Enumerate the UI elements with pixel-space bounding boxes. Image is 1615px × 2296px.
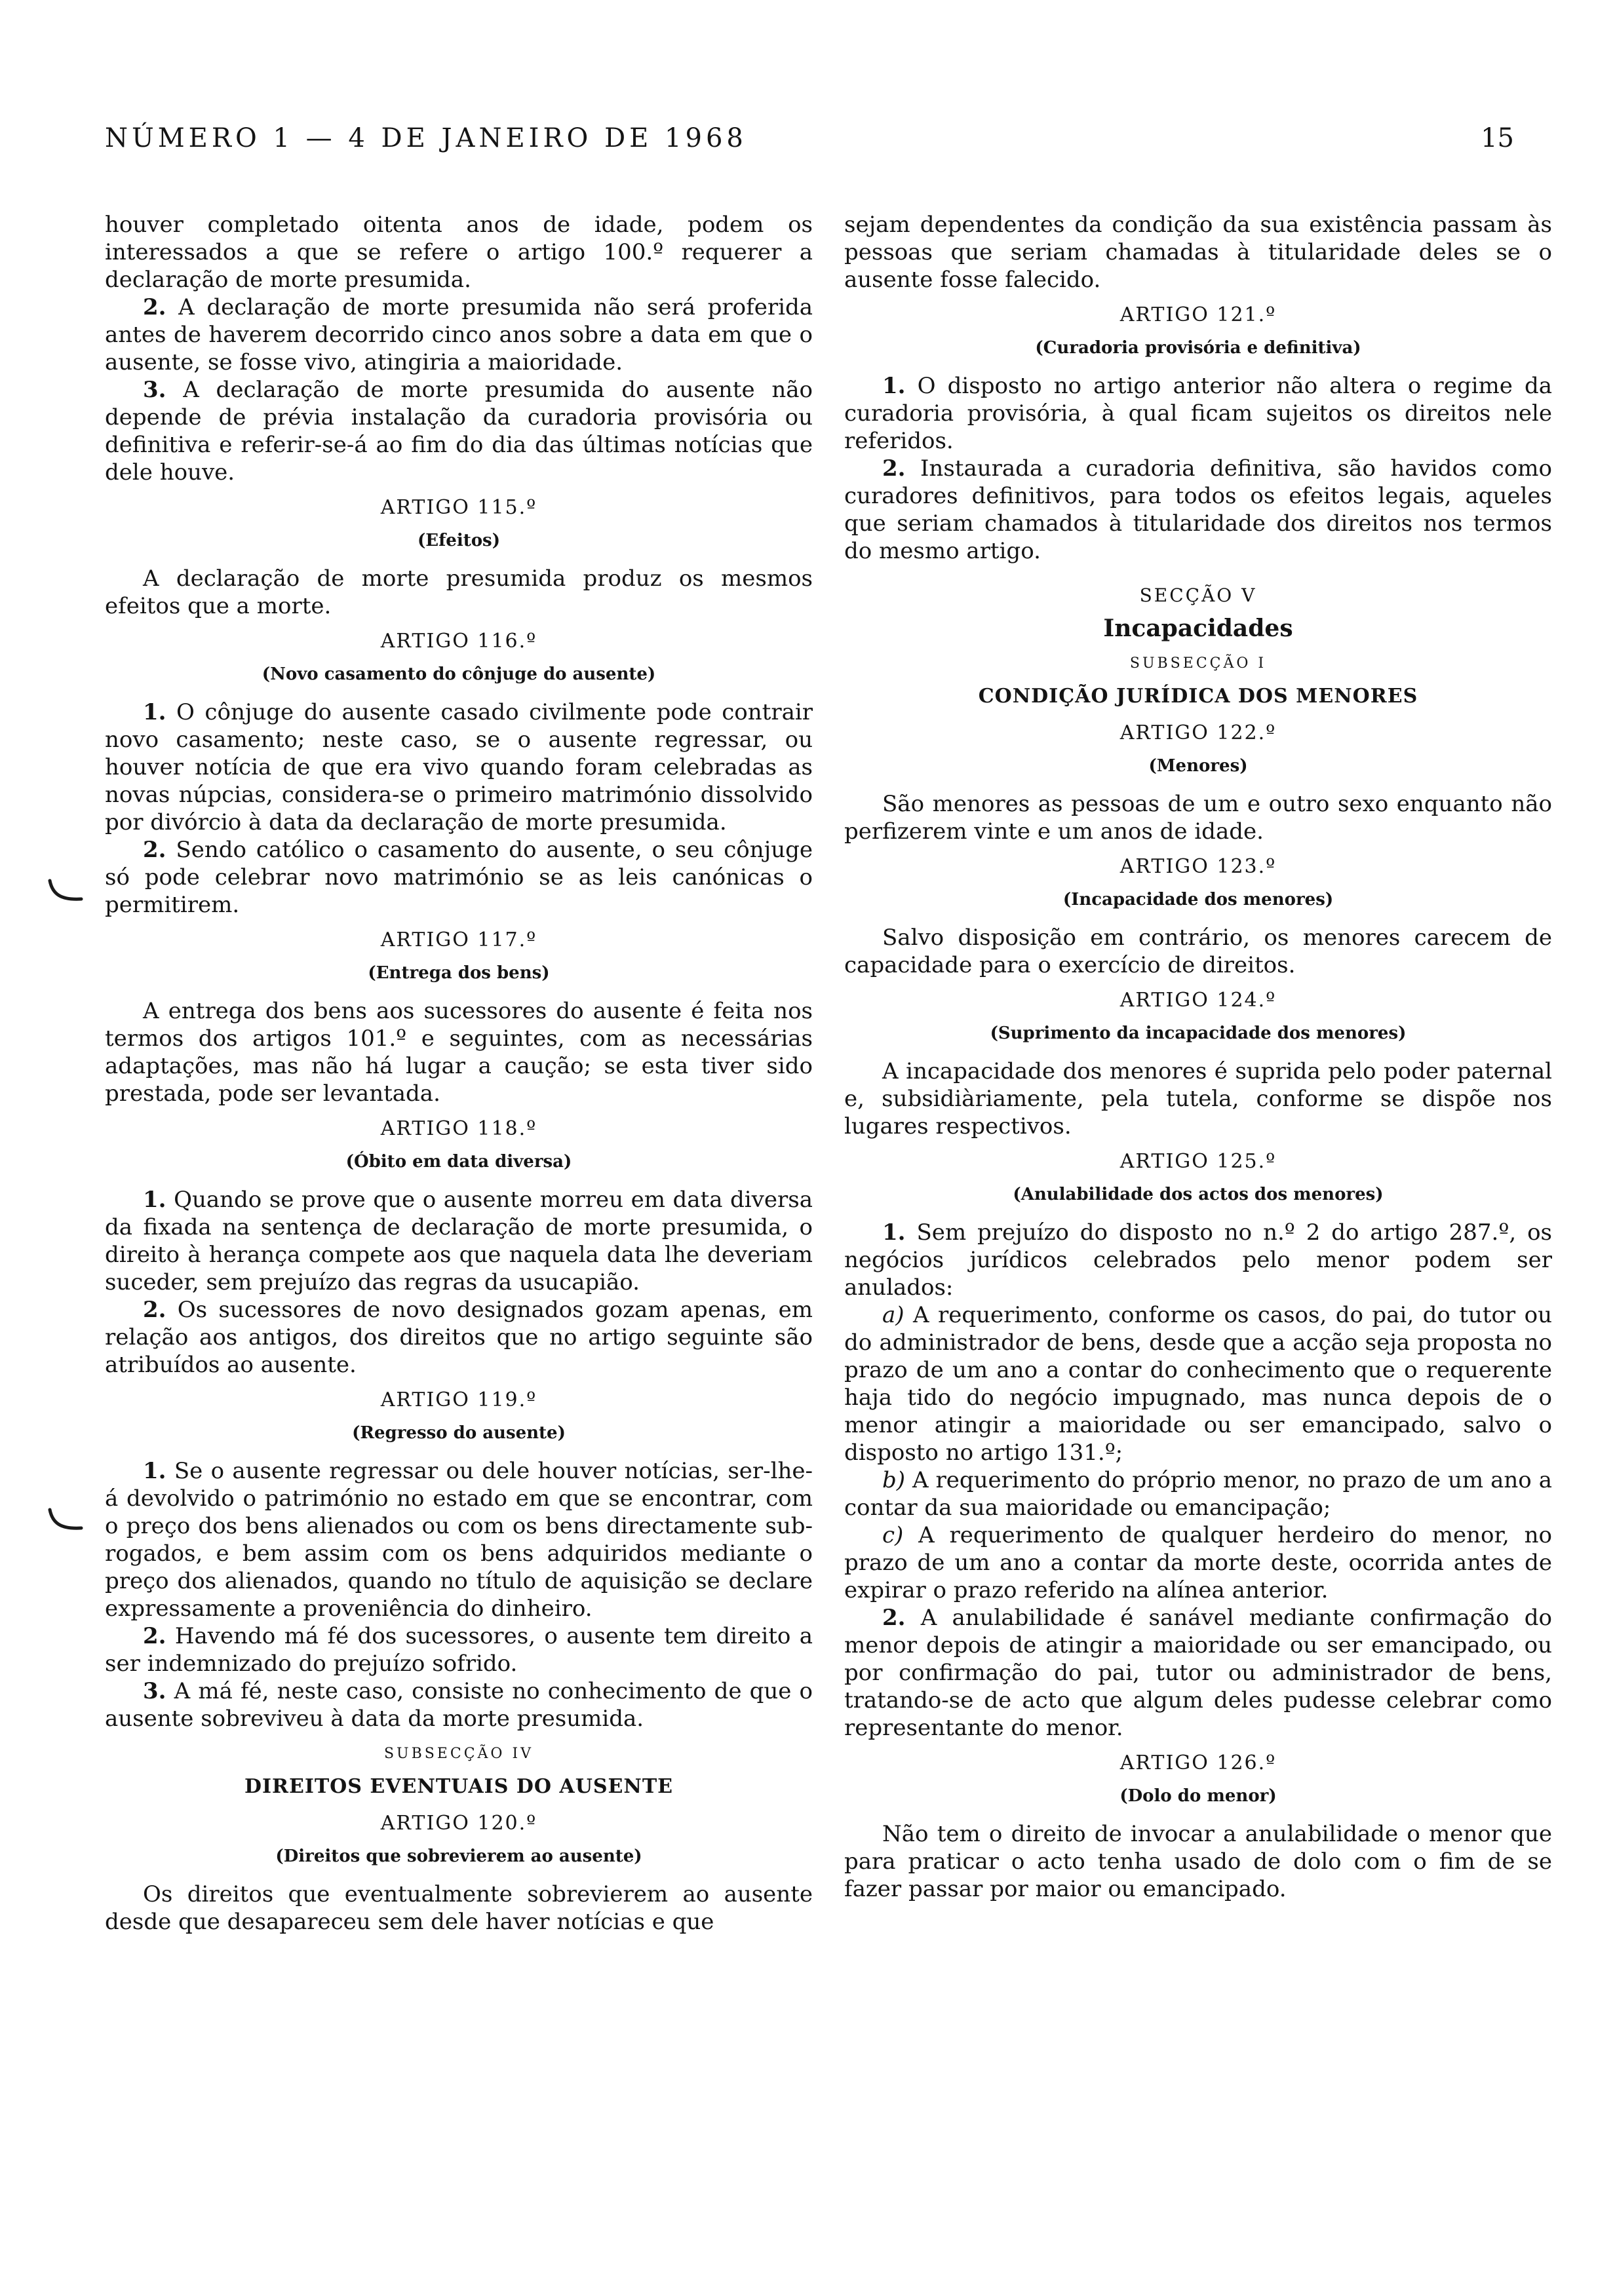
numbered-paragraph [105, 698, 813, 836]
numbered-paragraph [105, 1622, 813, 1677]
margin-tick-mark [46, 878, 85, 904]
article-heading: ARTIGO 124.º [1119, 989, 1277, 1012]
numbered-paragraph [844, 1604, 1552, 1742]
article-heading: ARTIGO 115.º [380, 496, 537, 519]
article-title: (Menores) [1148, 756, 1248, 776]
paragraph-number: 1. [143, 699, 166, 725]
article-title: (Entrega dos bens) [368, 963, 550, 983]
paragraph: Salvo disposição em contrário, os menores carecem de capacidade para o exercício de direitos. [844, 925, 1552, 978]
alinea-text: A requerimento, conforme os casos, do pai, do tutor ou do administrador de bens, desde que a acção seja proposta no prazo de um ano a contar do conhecimento que o requerente haja tido do negócio impugnado, mas nunca depois de o menor atingir a maioridade ou ser emancipado, salvo o disposto no artigo 131.º; [844, 1302, 1552, 1466]
numbered-paragraph [105, 836, 813, 919]
paragraph-text: Sendo católico o casamento do ausente, o seu cônjuge só pode celebrar novo matrimónio se as leis canónicas o permitirem. [105, 837, 813, 918]
article-heading: ARTIGO 117.º [380, 928, 537, 951]
alinea-letter: c) [882, 1522, 904, 1548]
article-heading: ARTIGO 118.º [380, 1117, 537, 1140]
paragraph: sejam dependentes da condição da sua existência passam às pessoas que seriam chamadas à titularidade deles se o ausente fosse falecido. [844, 212, 1552, 293]
numbered-paragraph [105, 376, 813, 486]
article-heading: ARTIGO 116.º [380, 630, 537, 653]
paragraph: A entrega dos bens aos sucessores do ausente é feita nos termos dos artigos 101.º e seguintes, com as necessárias adaptações, mas não há lugar a caução; se esta tiver sido prestada, pode ser levantada. [105, 998, 813, 1107]
left-column [105, 211, 813, 1936]
paragraph-number: 1. [143, 1458, 166, 1484]
article-title: (Direitos que sobrevierem ao ausente) [275, 1846, 642, 1866]
paragraph-text: Havendo má fé dos sucessores, o ausente tem direito a ser indemnizado do prejuízo sofrido. [105, 1623, 813, 1677]
paragraph-number: 1. [882, 373, 906, 399]
paragraph-text: Sem prejuízo do disposto no n.º 2 do artigo 287.º, os negócios jurídicos celebrados pelo menor podem ser anulados: [844, 1219, 1552, 1301]
subsection-title: DIREITOS EVENTUAIS DO AUSENTE [244, 1775, 674, 1798]
article-heading: ARTIGO 122.º [1119, 721, 1277, 744]
paragraph: A incapacidade dos menores é suprida pelo poder paternal e, subsidiàriamente, pela tutela, conforme se dispõe nos lugares respectivos. [844, 1058, 1552, 1139]
article-title: (Suprimento da incapacidade dos menores) [990, 1024, 1407, 1043]
paragraph-number: 2. [143, 1623, 166, 1649]
article-heading: ARTIGO 123.º [1119, 855, 1277, 878]
paragraph-text: Os sucessores de novo designados gozam apenas, em relação aos antigos, dos direitos que no artigo seguinte são atribuídos ao ausente. [105, 1297, 813, 1378]
page-number: 15 [1481, 123, 1514, 153]
article-title: (Incapacidade dos menores) [1062, 890, 1334, 909]
alinea-text: A requerimento de qualquer herdeiro do menor, no prazo de um ano a contar da morte deste, ocorrida antes de expirar o prazo referido na alínea anterior. [844, 1522, 1552, 1603]
paragraph-text: Quando se prove que o ausente morreu em data diversa da fixada na sentença de declaração de morte presumida, o direito à herança compete aos que naquela data lhe deveriam suceder, sem prejuízo das regras da usucapião. [105, 1187, 813, 1295]
subsection-title: CONDIÇÃO JURÍDICA DOS MENORES [978, 685, 1418, 708]
paragraph-text: Instaurada a curadoria definitiva, são havidos como curadores definitivos, para todos os efeitos legais, aqueles que seriam chamados à titularidade dos direitos nos termos do mesmo artigo. [844, 455, 1552, 564]
paragraph-number: 1. [143, 1187, 166, 1213]
article-title: (Curadoria provisória e definitiva) [1035, 338, 1361, 358]
paragraph-text: O cônjuge do ausente casado civilmente pode contrair novo casamento; neste caso, se o ausente regressar, ou houver notícia de que era vivo quando foram celebradas as novas núpcias, considera-se o primeiro matrimónio dissolvido por divórcio à data da declaração de morte presumida. [105, 699, 813, 835]
paragraph-text: A anulabilidade é sanável mediante confirmação do menor depois de atingir a maioridade ou ser emancipado, ou por confirmação do pai, tutor ou administrador de bens, tratando-se de acto que algum deles pudesse celebrar como representante do menor. [844, 1605, 1552, 1741]
paragraph-text: A declaração de morte presumida do ausente não depende de prévia instalação da curadoria provisória ou definitiva e referir-se-á ao fim do dia das últimas notícias que dele houve. [105, 377, 813, 486]
running-head-title: NÚMERO 1 — 4 DE JANEIRO DE 1968 [105, 123, 747, 153]
paragraph: Os direitos que eventualmente sobrevierem ao ausente desde que desapareceu sem dele haver notícias e que [105, 1881, 813, 1935]
paragraph-number: 2. [143, 1297, 166, 1323]
subsection-heading: SUBSECÇÃO I [1129, 655, 1267, 672]
alinea [844, 1301, 1552, 1466]
margin-tick-mark [46, 1507, 85, 1533]
numbered-paragraph [844, 372, 1552, 455]
paragraph-number: 2. [143, 294, 166, 320]
paragraph-number: 3. [143, 377, 166, 403]
paragraph-text: A declaração de morte presumida não será proferida antes de haverem decorrido cinco anos sobre a data em que o ausente, se fosse vivo, atingiria a maioridade. [105, 294, 813, 375]
paragraph: São menores as pessoas de um e outro sexo enquanto não perfizerem vinte e um anos de idade. [844, 791, 1552, 845]
paragraph-number: 3. [143, 1678, 166, 1704]
paragraph: houver completado oitenta anos de idade, podem os interessados a que se refere o artigo 100.º requerer a declaração de morte presumida. [105, 212, 813, 293]
alinea [844, 1466, 1552, 1521]
right-column [844, 211, 1552, 1903]
numbered-paragraph [844, 455, 1552, 565]
paragraph-text: A má fé, neste caso, consiste no conhecimento de que o ausente sobreviveu à data da morte presumida. [105, 1678, 813, 1732]
alinea-letter: b) [882, 1467, 906, 1493]
article-heading: ARTIGO 121.º [1119, 303, 1277, 326]
article-title: (Dolo do menor) [1119, 1786, 1277, 1806]
numbered-paragraph [105, 1186, 813, 1296]
article-title: (Novo casamento do cônjuge do ausente) [262, 664, 656, 684]
numbered-paragraph [105, 1677, 813, 1732]
paragraph-number: 1. [882, 1219, 906, 1246]
numbered-paragraph [105, 1457, 813, 1622]
alinea [844, 1521, 1552, 1604]
article-heading: ARTIGO 119.º [380, 1388, 537, 1411]
paragraph-number: 2. [882, 455, 906, 482]
alinea-letter: a) [882, 1302, 905, 1328]
paragraph: Não tem o direito de invocar a anulabilidade o menor que para praticar o acto tenha usado de dolo com o fim de se fazer passar por maior ou emancipado. [844, 1821, 1552, 1902]
article-heading: ARTIGO 126.º [1119, 1751, 1277, 1774]
subsection-heading: SUBSECÇÃO IV [383, 1746, 534, 1762]
article-heading: ARTIGO 125.º [1119, 1150, 1277, 1173]
numbered-paragraph [844, 1219, 1552, 1301]
paragraph-number: 2. [882, 1605, 906, 1631]
article-title: (Efeitos) [417, 531, 500, 550]
paragraph-text: O disposto no artigo anterior não altera o regime da curadoria provisória, à qual ficam sujeitos os direitos nele referidos. [844, 373, 1553, 454]
paragraph: A declaração de morte presumida produz os mesmos efeitos que a morte. [105, 565, 813, 619]
article-heading: ARTIGO 120.º [380, 1812, 537, 1835]
section-title: Incapacidades [1103, 615, 1293, 642]
running-head [105, 123, 1514, 163]
paragraph-text: Se o ausente regressar ou dele houver notícias, ser-lhe-á devolvido o património no estado em que se encontrar, com o preço dos bens alienados ou com os bens directamente sub-rogados, e bem assim com os bens adquiridos mediante o preço dos alienados, quando no título de aquisição se declare expressamente a proveniência do dinheiro. [105, 1458, 813, 1622]
article-title: (Óbito em data diversa) [345, 1152, 572, 1172]
article-title: (Anulabilidade dos actos dos menores) [1013, 1185, 1384, 1204]
numbered-paragraph [105, 1296, 813, 1379]
section-heading: SECÇÃO V [1139, 584, 1257, 606]
paragraph-number: 2. [143, 837, 166, 863]
alinea-text: A requerimento do próprio menor, no prazo de um ano a contar da sua maioridade ou emancipação; [844, 1467, 1552, 1521]
numbered-paragraph [105, 294, 813, 376]
article-title: (Regresso do ausente) [352, 1423, 566, 1443]
